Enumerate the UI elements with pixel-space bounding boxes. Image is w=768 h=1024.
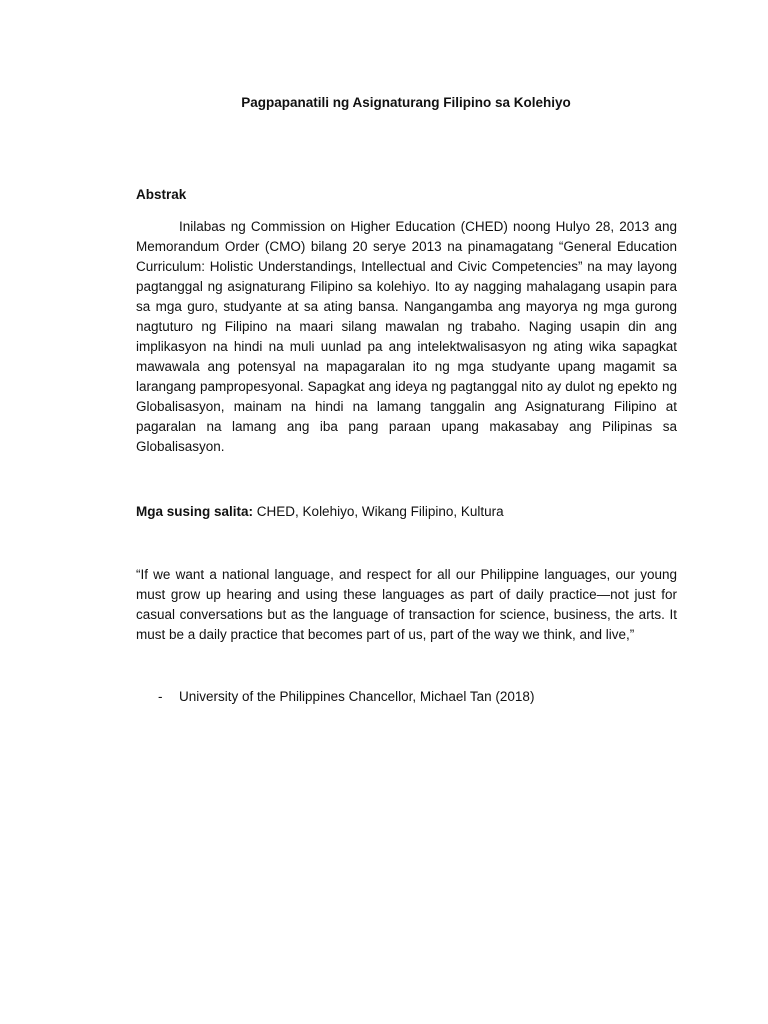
quote-text: “If we want a national language, and respect for all our Philippine languages, our young must grow up hearing and using these languages as part of daily practice—not just for casual conversations but as the language of transaction for science, business, the arts. It must be a daily practice that becomes part of us, part of the way we think, and live,” [136,567,677,642]
keywords-line [136,503,677,521]
quote-attribution [158,688,534,706]
keywords-text: CHED, Kolehiyo, Wikang Filipino, Kultura [256,504,504,519]
attribution-text: University of the Philippines Chancellor, Michael Tan (2018) [179,689,535,704]
attribution-dash: - [158,689,163,704]
abstract-heading: Abstrak [136,187,187,202]
abstract-body: Inilabas ng Commission on Higher Education (CHED) noong Hulyo 28, 2013 ang Memorandum Order (CMO) bilang 20 serye 2013 na pinamagatang “General Education Curriculum: Holistic Understandings, Intellectual and Civic Competencies” na may layong pagtanggal ng asignaturang Filipino sa kolehiyo. Ito ay nagging mahalagang usapin para sa mga guro, studyante at sa ating bansa. Nangangamba ang mayorya ng mga gurong nagtuturo ng Filipino na maari silang mawalan ng trabaho. Naging usapin din ang implikasyon na hindi na muli uunlad pa ang intelektwalisasyon ng ating wika sapagkat mawawala ang potensyal na mapagaralan ito ng mga studyante upang magamit sa larangang pampropesyonal. Sapagkat ang ideya ng pagtanggal nito ay dulot ng epekto ng Globalisasyon, mainam na hindi na lamang tanggalin ang Asignaturang Filipino at pagaralan na lamang ang iba pang paraan upang makasabay ang Pilipinas sa Globalisasyon. [136,219,677,454]
document-title: Pagpapanatili ng Asignaturang Filipino sa Kolehiyo [241,95,571,110]
keywords-label: Mga susing salita: [136,504,254,519]
